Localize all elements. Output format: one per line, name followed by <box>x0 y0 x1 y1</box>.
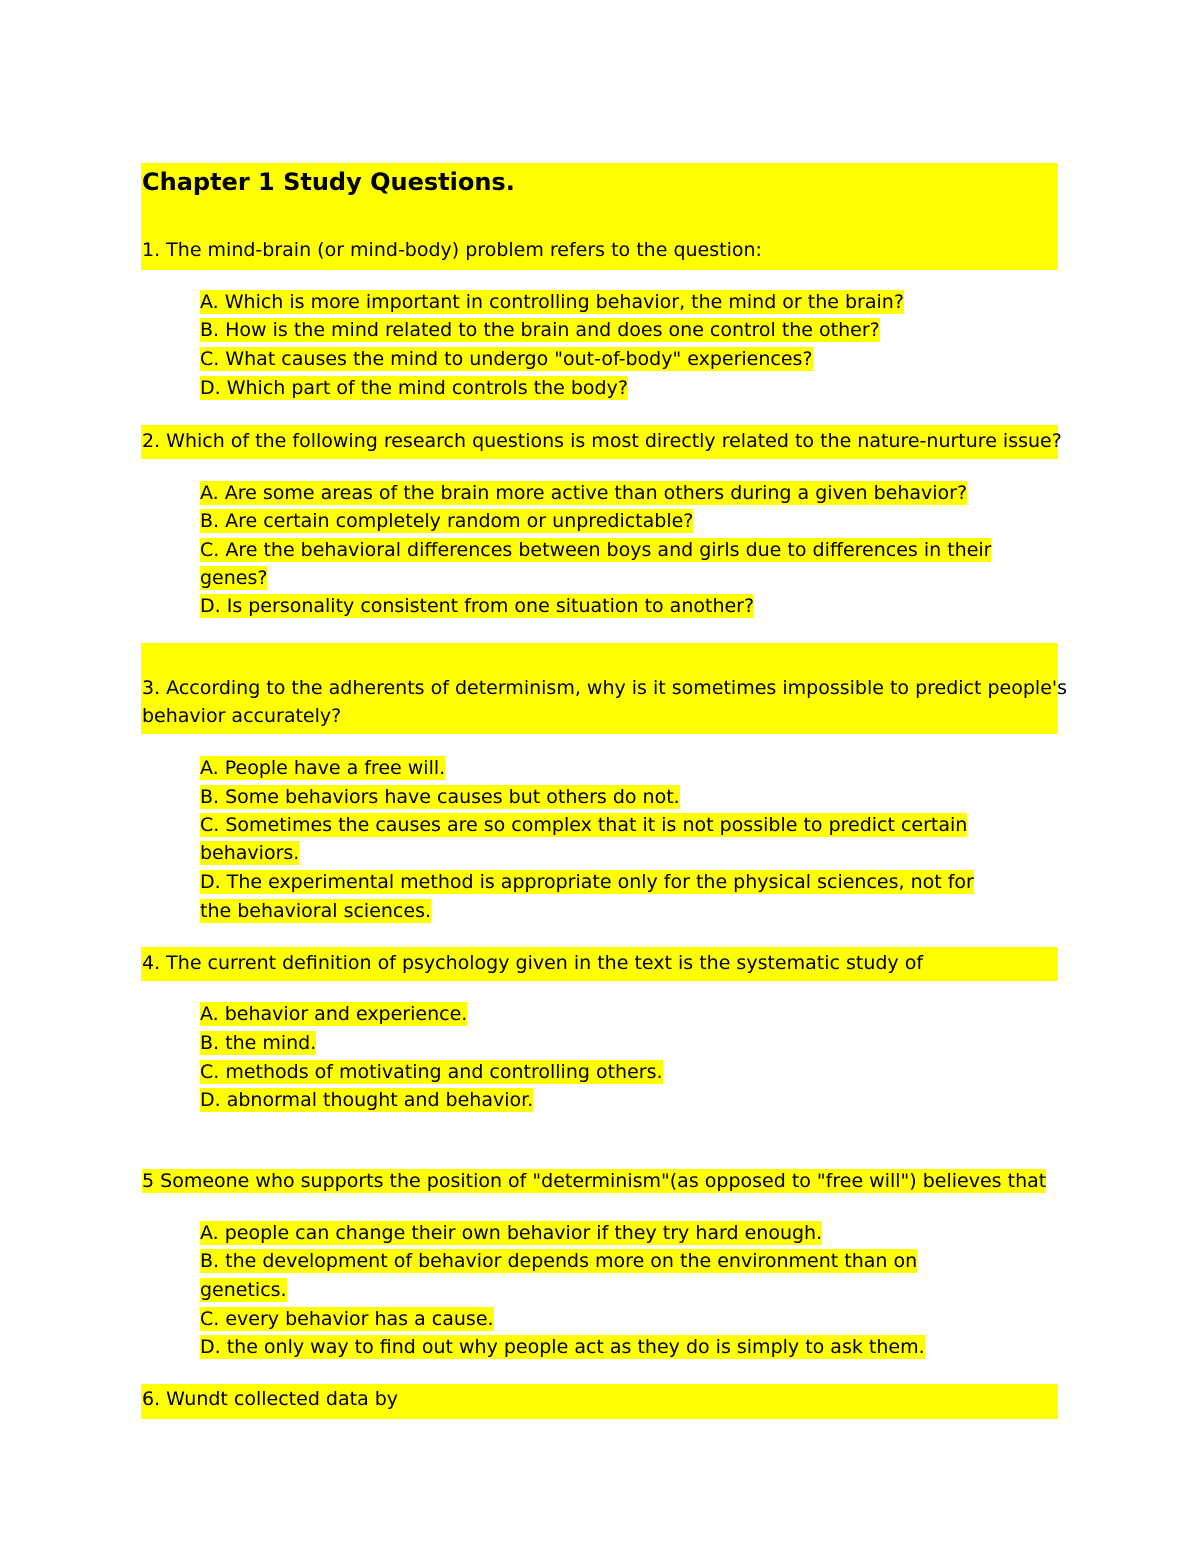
question-3-stem: 3. According to the adherents of determinism, why is it sometimes impossible to predict people's <box>142 677 1068 699</box>
question-4-option-c: C. methods of motivating and controlling others. <box>200 1061 663 1083</box>
question-1-option-b: B. How is the mind related to the brain and does one control the other? <box>200 319 880 341</box>
question-1-option-c: C. What causes the mind to undergo "out-of-body" experiences? <box>200 348 813 370</box>
question-6-stem: 6. Wundt collected data by <box>142 1388 399 1410</box>
question-4-option-b: B. the mind. <box>200 1032 317 1054</box>
question-3-option-a: A. People have a free will. <box>200 757 446 779</box>
question-3-option-b: B. Some behaviors have causes but others do not. <box>200 786 680 808</box>
question-5-option-b-cont: genetics. <box>200 1279 287 1301</box>
question-3-option-d: D. The experimental method is appropriate only for the physical sciences, not for <box>200 871 974 893</box>
question-1-option-d: D. Which part of the mind controls the body? <box>200 377 628 399</box>
question-4-option-a: A. behavior and experience. <box>200 1003 468 1025</box>
question-1-stem: 1. The mind-brain (or mind-body) problem refers to the question: <box>142 239 762 261</box>
question-2-option-a: A. Are some areas of the brain more active than others during a given behavior? <box>200 482 968 504</box>
question-2-option-c: C. Are the behavioral differences between boys and girls due to differences in their <box>200 539 992 561</box>
question-2-option-d: D. Is personality consistent from one situation to another? <box>200 595 755 617</box>
question-4-stem: 4. The current definition of psychology given in the text is the systematic study of <box>142 952 924 974</box>
question-5-stem: 5 Someone who supports the position of "determinism"(as opposed to "free will") believes that <box>142 1170 1047 1192</box>
question-5-option-b: B. the development of behavior depends more on the environment than on <box>200 1250 918 1272</box>
question-5-option-d: D. the only way to find out why people act as they do is simply to ask them. <box>200 1336 925 1358</box>
question-2-option-b: B. Are certain completely random or unpredictable? <box>200 510 694 532</box>
question-2-option-c-cont: genes? <box>200 567 268 589</box>
question-1-option-a: A. Which is more important in controlling behavior, the mind or the brain? <box>200 291 904 313</box>
question-3-option-c-cont: behaviors. <box>200 842 300 864</box>
question-3-option-c: C. Sometimes the causes are so complex that it is not possible to predict certain <box>200 814 968 836</box>
question-5-option-c: C. every behavior has a cause. <box>200 1308 494 1330</box>
question-2-stem: 2. Which of the following research questions is most directly related to the nature-nurture issue? <box>142 430 1062 452</box>
question-3-option-d-cont: the behavioral sciences. <box>200 900 432 922</box>
question-4-option-d: D. abnormal thought and behavior. <box>200 1089 534 1111</box>
page-title: Chapter 1 Study Questions. <box>142 168 515 196</box>
question-5-option-a: A. people can change their own behavior if they try hard enough. <box>200 1222 823 1244</box>
question-3-stem-cont: behavior accurately? <box>142 705 342 727</box>
